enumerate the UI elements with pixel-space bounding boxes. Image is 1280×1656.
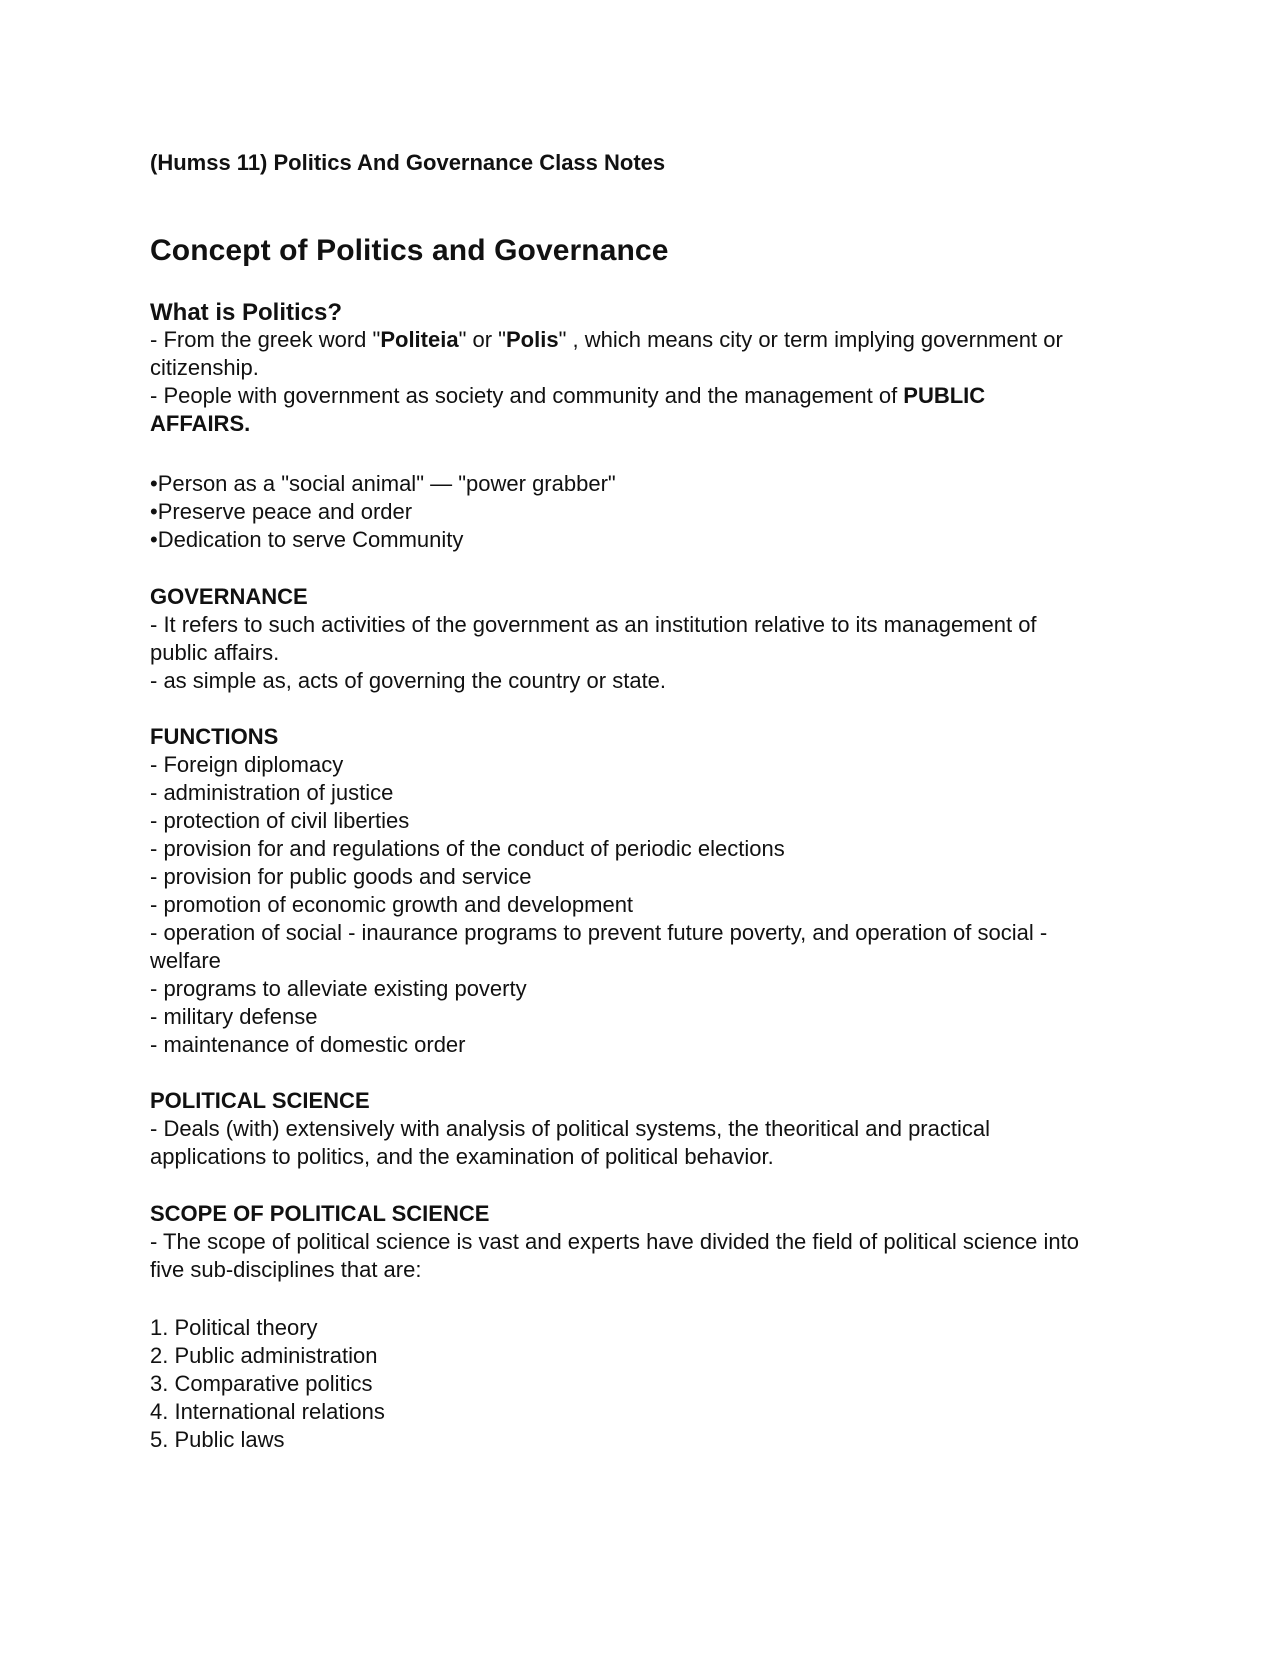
- functions-line: - maintenance of domestic order: [150, 1032, 466, 1057]
- governance-heading: GOVERNANCE: [150, 584, 308, 609]
- list-item: 5. Public laws: [150, 1427, 285, 1452]
- functions-line: - provision for and regulations of the conduct of periodic elections: [150, 836, 785, 861]
- functions-line: - administration of justice: [150, 780, 394, 805]
- list-item: 2. Public administration: [150, 1343, 378, 1368]
- politics-line-3: - People with government as society and community and the management of PUBLIC: [150, 383, 986, 408]
- political-science-heading: POLITICAL SCIENCE: [150, 1088, 370, 1113]
- functions-line: - promotion of economic growth and development: [150, 892, 634, 917]
- bullet-item: •Dedication to serve Community: [150, 527, 464, 552]
- functions-line: - provision for public goods and service: [150, 864, 532, 889]
- list-item: 3. Comparative politics: [150, 1371, 373, 1396]
- governance-line: - It refers to such activities of the government as an institution relative to its management of: [150, 612, 1037, 637]
- subdisciplines-list: [150, 1314, 1130, 1454]
- functions-line: - programs to alleviate existing poverty: [150, 976, 527, 1001]
- document-title: (Humss 11) Politics And Governance Class Notes: [150, 150, 666, 175]
- governance-line: - as simple as, acts of governing the country or state.: [150, 668, 667, 693]
- governance-line: public affairs.: [150, 640, 280, 665]
- politics-line-4: AFFAIRS.: [150, 411, 251, 436]
- list-item: 4. International relations: [150, 1399, 385, 1424]
- functions-line: - protection of civil liberties: [150, 808, 410, 833]
- political-science-line: applications to politics, and the examination of political behavior.: [150, 1144, 774, 1169]
- list-item: 1. Political theory: [150, 1315, 318, 1340]
- functions-heading: FUNCTIONS: [150, 724, 279, 749]
- politics-heading: What is Politics?: [150, 299, 343, 326]
- main-heading: Concept of Politics and Governance: [150, 234, 669, 267]
- functions-line: - military defense: [150, 1004, 318, 1029]
- functions-section: [150, 723, 1130, 1059]
- functions-line: - Foreign diplomacy: [150, 752, 344, 777]
- scope-section: [150, 1200, 1130, 1284]
- scope-line: five sub-disciplines that are:: [150, 1257, 422, 1282]
- politics-definition: [150, 326, 1130, 438]
- scope-line: - The scope of political science is vast and experts have divided the field of political science into: [150, 1229, 1079, 1254]
- scope-heading: SCOPE OF POLITICAL SCIENCE: [150, 1201, 490, 1226]
- bullet-item: •Person as a "social animal" — "power grabber": [150, 471, 616, 496]
- politics-line-1: - From the greek word "Politeia" or "Polis" , which means city or term implying government or: [150, 327, 1063, 352]
- political-science-section: [150, 1087, 1130, 1171]
- governance-section: [150, 583, 1130, 695]
- bullet-item: •Preserve peace and order: [150, 499, 413, 524]
- bullet-list: [150, 470, 1130, 554]
- functions-line: - operation of social - inaurance programs to prevent future poverty, and operation of social -: [150, 920, 1048, 945]
- politics-line-2: citizenship.: [150, 355, 259, 380]
- political-science-line: - Deals (with) extensively with analysis of political systems, the theoritical and practical: [150, 1116, 990, 1141]
- functions-line: welfare: [150, 948, 221, 973]
